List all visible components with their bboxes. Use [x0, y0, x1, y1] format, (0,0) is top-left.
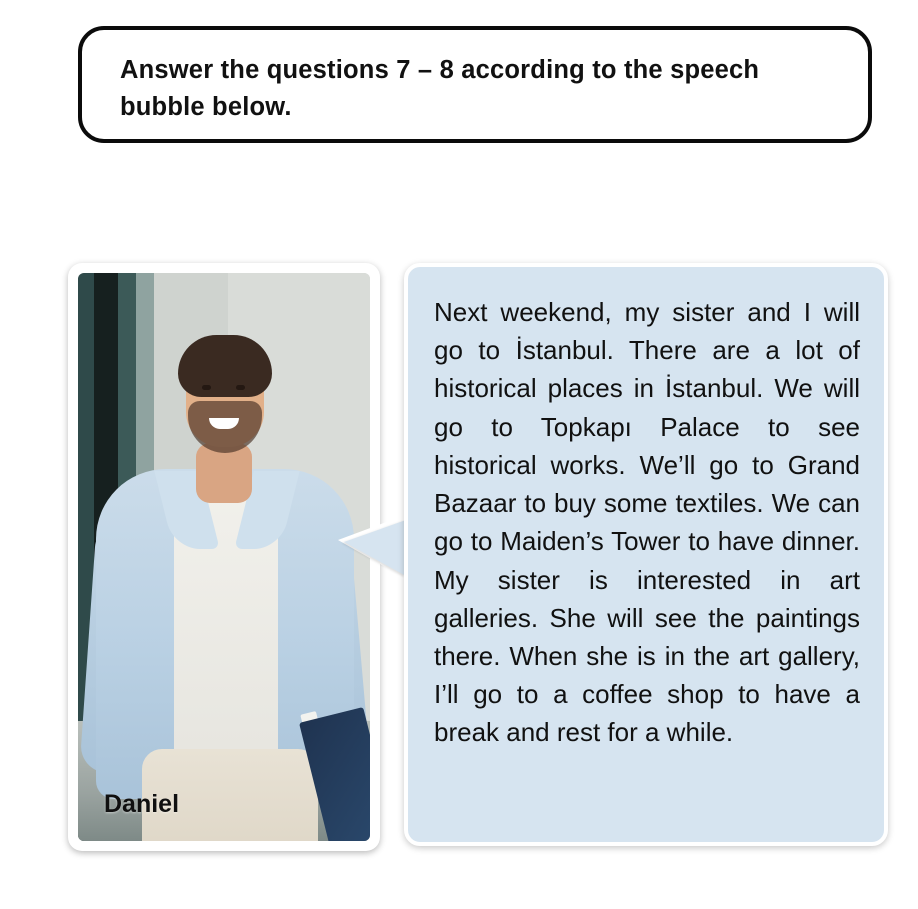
speaker-name-label: Daniel: [104, 790, 180, 818]
person-hair: [178, 335, 272, 397]
person-eye-right: [236, 385, 245, 390]
speech-bubble-text: Next weekend, my sister and I will go to İstanbul. There are a lot of historical places in İstanbul. We will go to Topkapı Palace to see historical works. We’ll go to Grand Bazaar to buy some textiles. We can go to Maiden’s Tower to have dinner. My sister is interested in art galleries. She will see the paintings there. When she is in the art gallery, I’ll go to a coffee shop to have a break and rest for a while.: [434, 297, 860, 748]
speaker-photo: [78, 273, 370, 841]
person-eye-left: [202, 385, 211, 390]
instruction-text: Answer the questions 7 – 8 according to the speech bubble below.: [120, 56, 760, 121]
instruction-box: [78, 26, 872, 143]
speech-bubble-tail: [344, 520, 406, 576]
speech-bubble: [404, 263, 888, 846]
speaker-photo-card: [68, 263, 380, 851]
